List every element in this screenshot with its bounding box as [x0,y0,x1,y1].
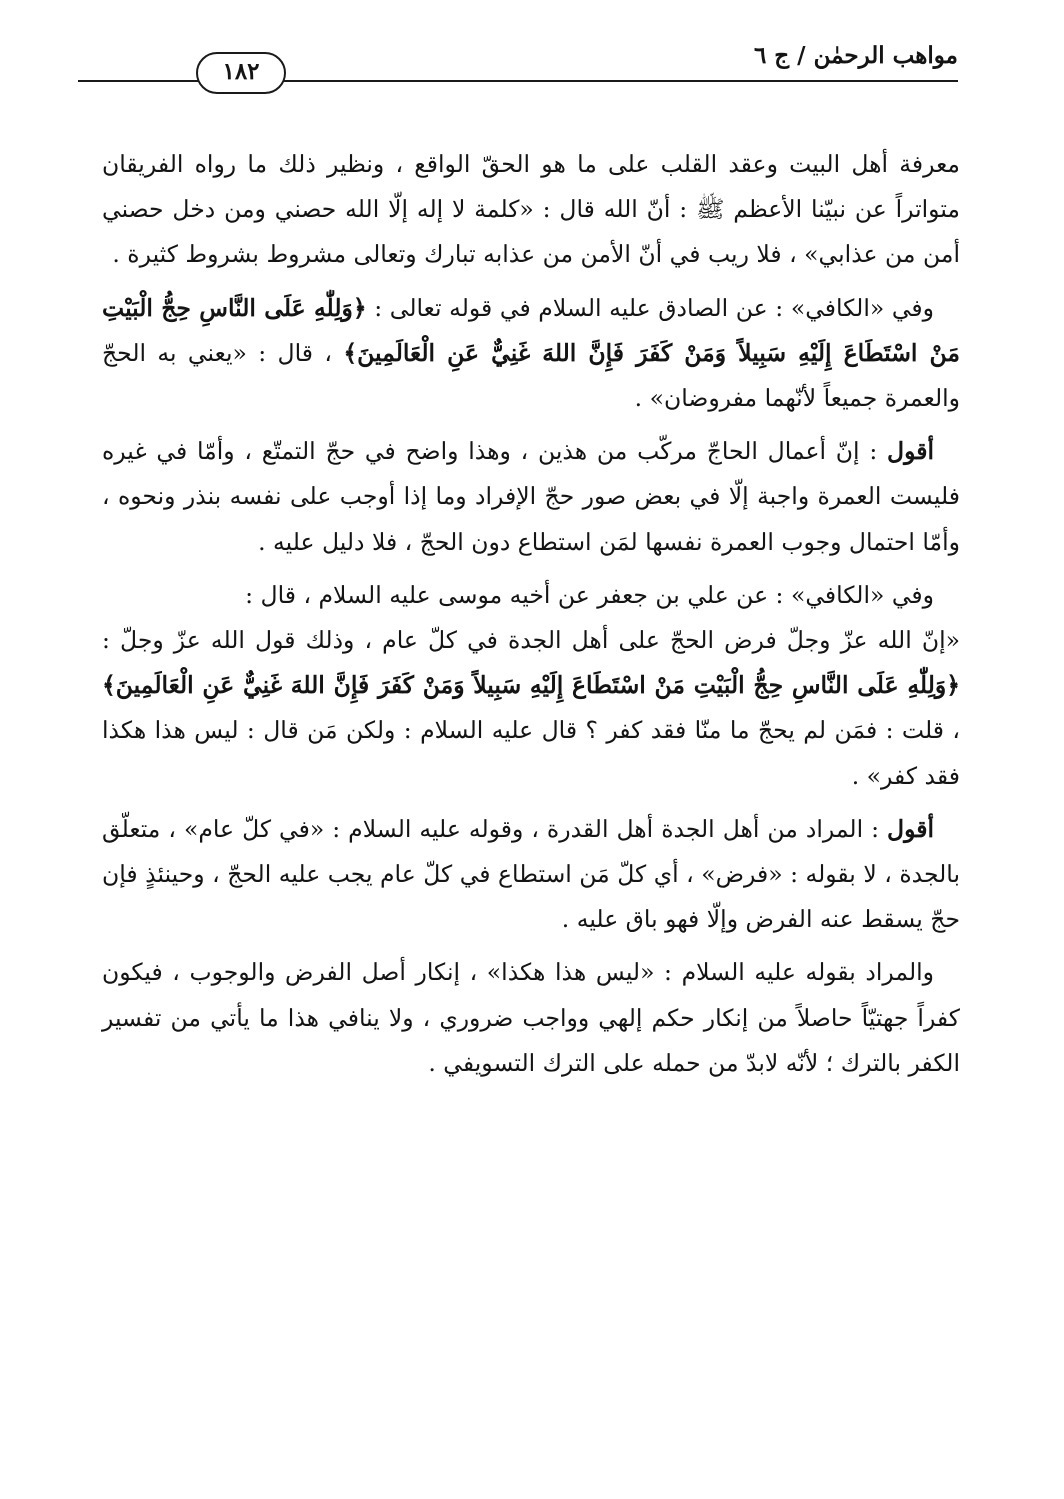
paragraph-2-text-b: ، قال : «يعني به الحجّ والعمرة جميعاً لأنّهما مفروضان» . [102,338,960,413]
paragraph-2 [102,286,960,422]
paragraph-6-text: : المراد من أهل الجدة أهل القدرة ، وقوله عليه السلام : «في كلّ عام» ، متعلّق بالجدة ، لا بقوله : «فرض» ، أي كلّ مَن استطاع في كلّ عام يجب عليه الحجّ ، وحينئذٍ فإن حجّ يسقط عنه الفرض وإلّا فهو باق عليه . [102,814,960,934]
paragraph-7: والمراد بقوله عليه السلام : «ليس هذا هكذا» ، إنكار أصل الفرض والوجوب ، فيكون كفراً جهتيّاً حاصلاً من إنكار حكم إلهي وواجب ضروري ، ولا ينافي هذا ما يأتي من تفسير الكفر بالترك ؛ لأنّه لابدّ من حمله على الترك التسويفي . [102,958,960,1077]
running-title: مواهب الرحمٰن / ج ٦ [753,42,958,69]
paragraph-2-text-a: وفي «الكافي» : عن الصادق عليه السلام في قوله تعالى : [366,293,935,322]
paragraph-5-text-b: ، قلت : فمَن لم يحجّ ما منّا فقد كفر ؟ قال عليه السلام : ولكن مَن قال : ليس هذا هكذا فقد كفر» . [102,716,960,790]
paragraph-6 [102,807,960,943]
paragraph-4: وفي «الكافي» : عن علي بن جعفر عن أخيه موسى عليه السلام ، قال : [245,580,934,609]
paragraph-1: معرفة أهل البيت وعقد القلب على ما هو الحقّ الواقع ، ونظير ذلك ما رواه الفريقان متواتراً عن نبيّنا الأعظم ﷺ : أنّ الله قال : «كلمة لا إله إلّا الله حصني ومن دخل حصني أمن من عذابي» ، فلا ريب في أنّ الأمن من عذابه تبارك وتعالى مشروط بشروط كثيرة . [102,150,960,269]
paragraph-5 [102,618,960,799]
paragraph-5-text-a: «إنّ الله عزّ وجلّ فرض الحجّ على أهل الجدة في كلّ عام ، وذلك قول الله عزّ وجلّ : [102,626,960,655]
quran-verse: ﴿وَلِلّٰهِ عَلَى النَّاسِ حِجُّ الْبَيْتِ مَنْ اسْتَطَاعَ إِلَيْهِ سَبِيلاً وَمَنْ كَفَرَ فَإِنَّ اللهَ غَنِيٌّ عَنِ الْعَالَمِينَ﴾ [102,671,960,700]
page-number: ١٨٢ [196,52,286,94]
aqulu-label: أقول [887,814,934,843]
paragraph-3 [102,429,960,565]
aqulu-label: أقول [887,437,934,466]
quran-verse: ﴿وَلِلّٰهِ عَلَى النَّاسِ حِجُّ الْبَيْتِ مَنْ اسْتَطَاعَ إِلَيْهِ سَبِيلاً وَمَنْ كَفَرَ فَإِنَّ اللهَ غَنِيٌّ عَنِ الْعَالَمِينَ﴾ [102,293,960,367]
page-header [78,38,958,88]
paragraph-3-text: : إنّ أعمال الحاجّ مركّب من هذين ، وهذا واضح في حجّ التمتّع ، وأمّا في غيره فليست العمرة واجبة إلّا في بعض صور حجّ الإفراد وما إذا أوجب على نفسه بنذر ونحوه ، وأمّا احتمال وجوب العمرة نفسها لمَن استطاع دون الحجّ ، فلا دليل عليه . [102,437,960,556]
page-body [102,142,960,1086]
